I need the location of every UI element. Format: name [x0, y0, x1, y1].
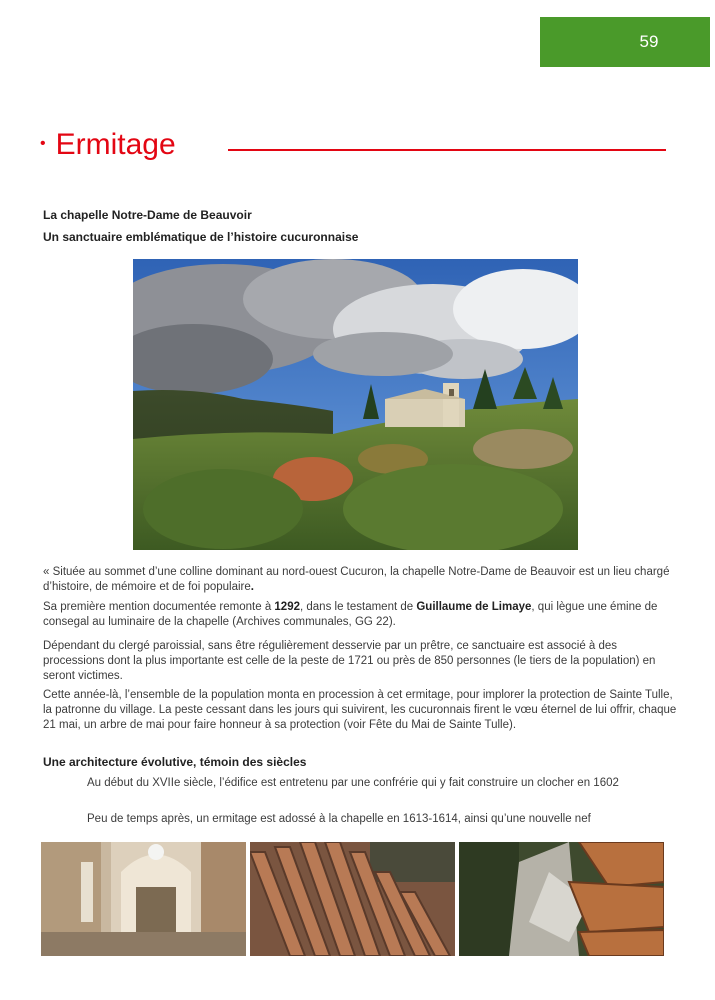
- architecture-heading: Une architecture évolutive, témoin des siècles: [43, 755, 307, 769]
- page-number-box: [540, 17, 710, 67]
- first-mention-paragraph: [43, 600, 678, 630]
- sanctuary-subtitle: Un sanctuaire emblématique de l’histoire cucuronnaise: [43, 230, 359, 244]
- intro-paragraph: [43, 565, 678, 595]
- tile-detail-photo: [459, 842, 664, 956]
- interior-photo: [41, 842, 246, 956]
- architecture-item-1: Au début du XVIIe siècle, l’édifice est entretenu par une confrérie qui y fait construire un clocher en 1602: [87, 777, 619, 789]
- first-mention-text-c: , dans le testament de: [300, 601, 417, 613]
- chapel-subtitle: La chapelle Notre-Dame de Beauvoir: [43, 208, 252, 222]
- first-mention-text-a: Sa première mention documentée remonte à: [43, 601, 275, 613]
- chapel-photo: [133, 259, 578, 550]
- first-mention-year: 1292: [274, 601, 300, 613]
- intro-period: .: [250, 581, 254, 593]
- first-mention-name: Guillaume de Limaye: [416, 601, 532, 613]
- architecture-item-2: Peu de temps après, un ermitage est adossé à la chapelle en 1613-1614, ainsi qu’une nouvelle nef: [87, 813, 591, 825]
- intro-text: « Située au sommet d’une colline dominant au nord-ouest Cucuron, la chapelle Notre-Dame de Beauvoir est un lieu chargé d’histoire, de mémoire et de foi populaire: [43, 566, 670, 593]
- first-mention-text-e: , qui lègue une émine de consegal au luminaire de la chapelle (Archives communales, GG 22).: [43, 601, 658, 628]
- section-title-text: Ermitage: [55, 128, 176, 161]
- section-title-bullet: •: [40, 135, 46, 152]
- section-title: [40, 128, 176, 162]
- title-rule: [228, 149, 666, 151]
- procession-paragraph: Cette année-là, l’ensemble de la population monta en procession à cet ermitage, pour implorer la protection de Sainte Tulle, la patronne du village. La peste cessant dans les jours qui suivirent, les cucuronnais firent le vœu éternel de lui offrir, chaque 21 mai, un arbre de mai pour faire honneur à sa protection (voir Fête du Mai de Sainte Tulle).: [43, 689, 677, 731]
- page-number: 59: [639, 32, 659, 51]
- roof-tiles-photo: [250, 842, 455, 956]
- clergy-paragraph: Dépendant du clergé paroissial, sans être régulièrement desservie par un prêtre, ce sanctuaire est associé à des processions dont la plus importante est celle de la peste de 1721 ou près de 850 personnes (le tiers de la population) en seront victimes.: [43, 640, 656, 682]
